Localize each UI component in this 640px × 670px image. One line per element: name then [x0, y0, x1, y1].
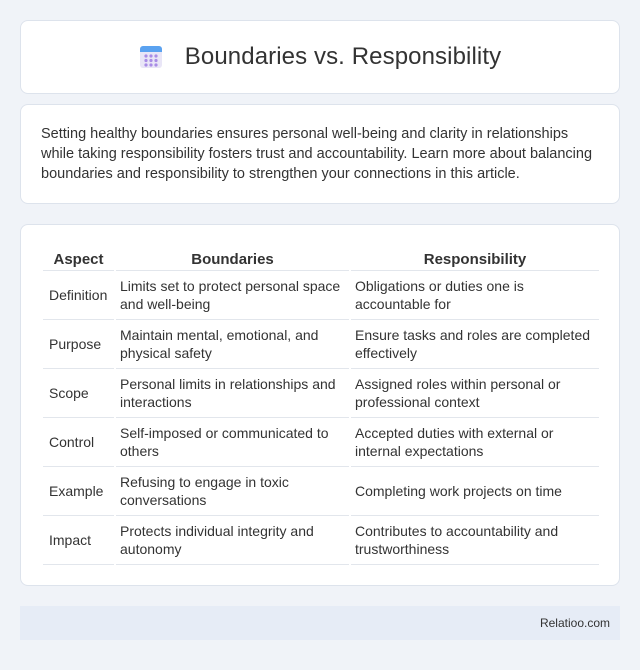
intro-card	[20, 104, 620, 204]
boundaries-cell: Personal limits in relationships and interactions	[116, 369, 349, 418]
aspect-cell: Definition	[43, 271, 114, 320]
responsibility-cell: Assigned roles within personal or professional context	[351, 369, 599, 418]
intro-text: Setting healthy boundaries ensures personal well-being and clarity in relationships while taking responsibility fosters trust and accountability. Learn more about balancing boundaries and responsibility to strengthen your connections in this article.	[41, 126, 593, 182]
aspect-cell: Impact	[43, 516, 114, 565]
aspect-cell: Control	[43, 418, 114, 467]
header-boundaries: Boundaries	[116, 245, 349, 271]
aspect-cell: Scope	[43, 369, 114, 418]
table-header-row	[43, 245, 599, 271]
responsibility-cell: Completing work projects on time	[351, 467, 599, 516]
boundaries-cell: Self-imposed or communicated to others	[116, 418, 349, 467]
table-card	[20, 224, 620, 586]
footer-brand[interactable]: Relatioo.com	[539, 616, 610, 630]
footer	[20, 606, 620, 640]
responsibility-cell: Ensure tasks and roles are completed effectively	[351, 320, 599, 369]
responsibility-cell: Contributes to accountability and trustworthiness	[351, 516, 599, 565]
responsibility-cell: Accepted duties with external or internal expectations	[351, 418, 599, 467]
header-aspect: Aspect	[43, 245, 114, 271]
header-responsibility: Responsibility	[351, 245, 599, 271]
boundaries-cell: Limits set to protect personal space and well-being	[116, 271, 349, 320]
table-row	[43, 271, 599, 320]
comparison-table	[41, 245, 601, 565]
table-row	[43, 467, 599, 516]
responsibility-cell: Obligations or duties one is accountable for	[351, 271, 599, 320]
boundaries-cell: Refusing to engage in toxic conversations	[116, 467, 349, 516]
boundaries-cell: Maintain mental, emotional, and physical safety	[116, 320, 349, 369]
title-card	[20, 20, 620, 94]
table-row	[43, 516, 599, 565]
table-row	[43, 320, 599, 369]
title-wrap	[139, 43, 501, 71]
page-title: Boundaries vs. Responsibility	[184, 43, 502, 70]
calendar-grid-icon	[139, 45, 163, 69]
aspect-cell: Example	[43, 467, 114, 516]
boundaries-cell: Protects individual integrity and autonomy	[116, 516, 349, 565]
aspect-cell: Purpose	[43, 320, 114, 369]
table-row	[43, 418, 599, 467]
table-row	[43, 369, 599, 418]
